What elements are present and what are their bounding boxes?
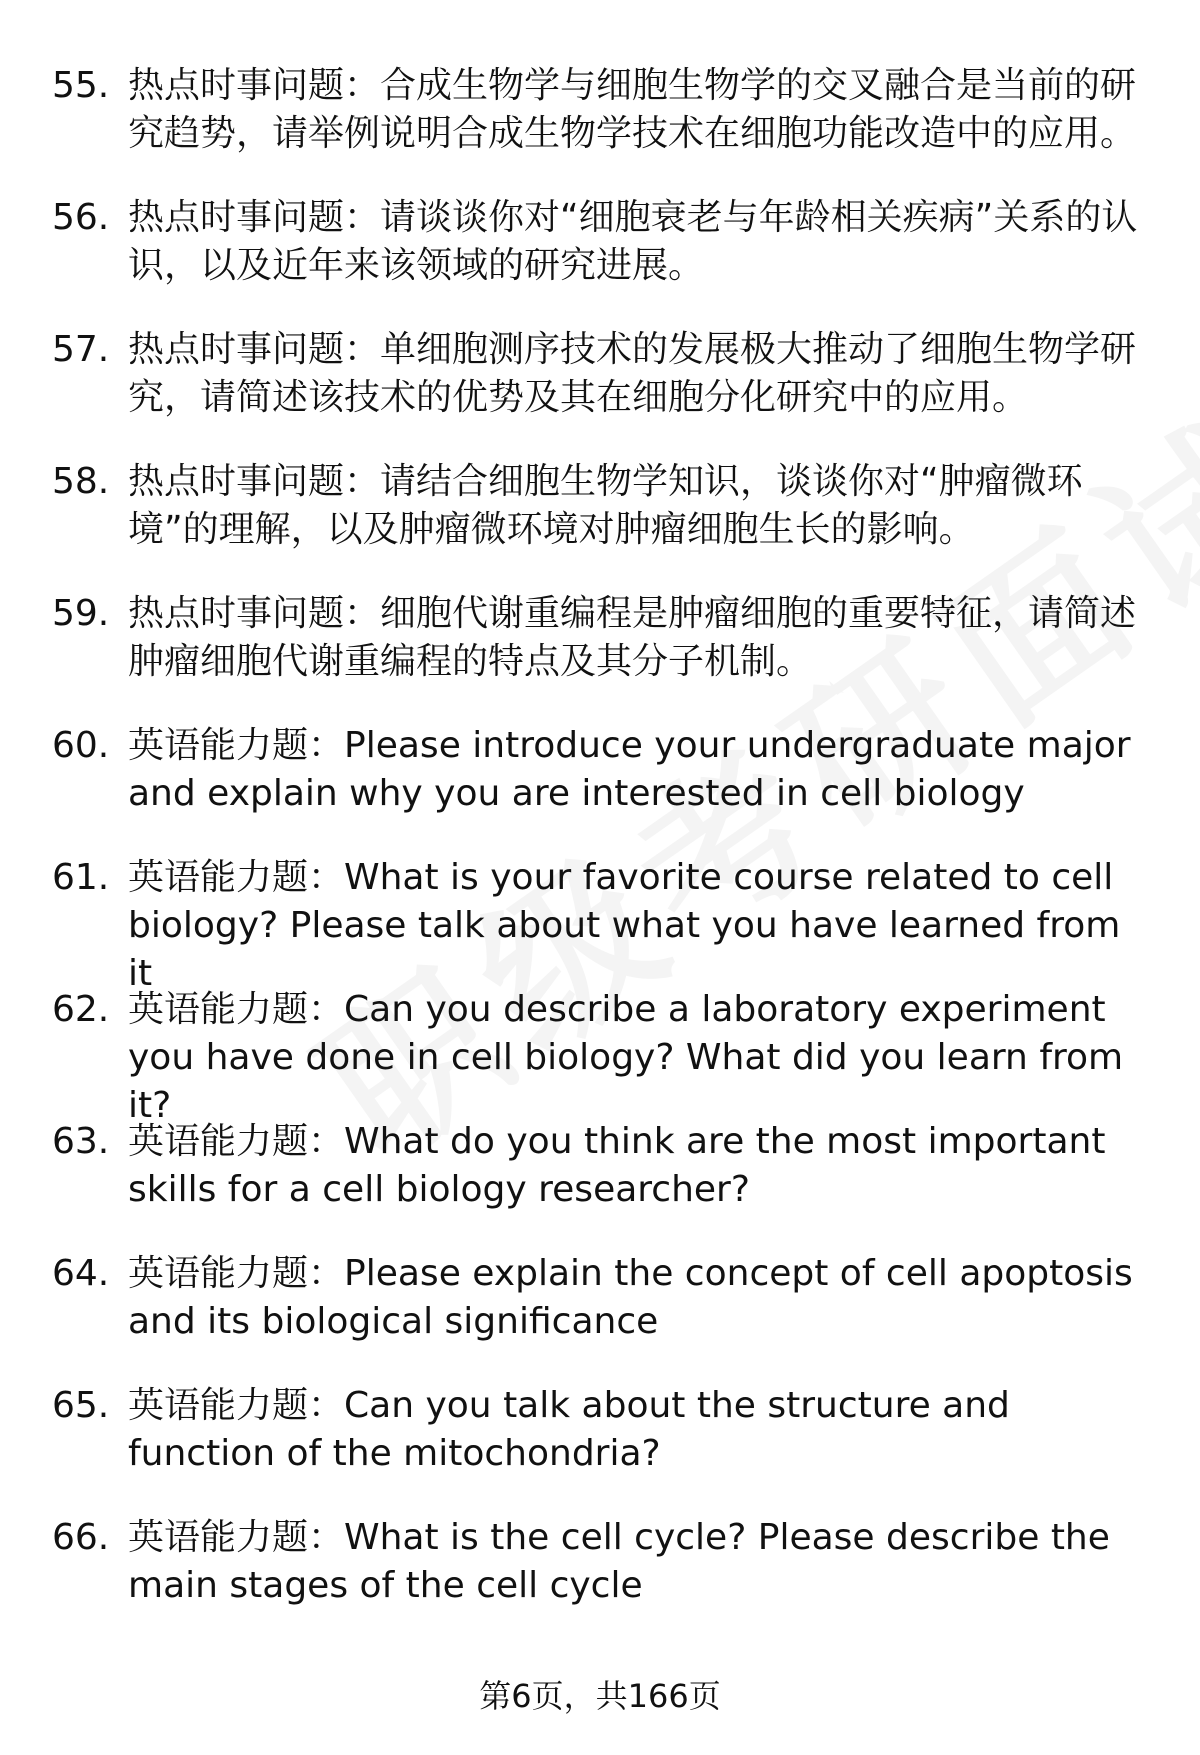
question-item <box>0 458 1200 590</box>
question-item <box>0 854 1200 994</box>
question-body <box>128 62 1148 158</box>
question-text: What is your favorite course related to cell biology? Please talk about what you have learned from it <box>128 857 1121 994</box>
question-number: 59. <box>52 593 110 634</box>
question-item <box>0 1118 1200 1250</box>
question-body <box>128 458 1148 554</box>
question-text: Can you describe a laboratory experiment you have done in cell biology? What did you learn from it? <box>128 989 1124 1126</box>
question-item <box>0 1382 1200 1514</box>
question-category: 英语能力题： <box>128 1385 345 1426</box>
question-category: 热点时事问题： <box>128 197 381 238</box>
question-item <box>0 986 1200 1126</box>
question-item <box>0 1514 1200 1646</box>
question-number: 65. <box>52 1385 110 1426</box>
question-list <box>0 62 1200 1646</box>
question-body <box>128 1250 1148 1346</box>
question-body <box>128 854 1148 998</box>
question-body <box>128 326 1148 422</box>
question-category: 热点时事问题： <box>128 65 381 106</box>
question-body <box>128 722 1148 818</box>
question-category: 英语能力题： <box>128 725 345 766</box>
page-number-footer: 第6页，共166页 <box>479 1677 721 1715</box>
question-number: 56. <box>52 197 110 238</box>
question-number: 62. <box>52 989 110 1030</box>
question-category: 英语能力题： <box>128 1517 345 1558</box>
question-category: 热点时事问题： <box>128 593 381 634</box>
question-text: Can you talk about the structure and function of the mitochondria? <box>128 1385 1010 1474</box>
question-number: 61. <box>52 857 110 898</box>
question-number: 63. <box>52 1121 110 1162</box>
question-item <box>0 590 1200 722</box>
question-item <box>0 326 1200 458</box>
question-category: 英语能力题： <box>128 1253 345 1294</box>
question-text: 细胞代谢重编程是肿瘤细胞的重要特征，请简述肿瘤细胞代谢重编程的特点及其分子机制。 <box>128 593 1137 682</box>
question-number: 60. <box>52 725 110 766</box>
question-body <box>128 1118 1148 1214</box>
question-text: What is the cell cycle? Please describe the main stages of the cell cycle <box>128 1517 1110 1606</box>
question-text: What do you think are the most important skills for a cell biology researcher? <box>128 1121 1106 1210</box>
question-body <box>128 986 1148 1130</box>
question-text: Please introduce your undergraduate major and explain why you are interested in cell biology <box>128 725 1131 814</box>
question-category: 英语能力题： <box>128 989 345 1030</box>
question-number: 57. <box>52 329 110 370</box>
question-text: 合成生物学与细胞生物学的交叉融合是当前的研究趋势，请举例说明合成生物学技术在细胞功能改造中的应用。 <box>128 65 1137 154</box>
question-text: 单细胞测序技术的发展极大推动了细胞生物学研究，请简述该技术的优势及其在细胞分化研究中的应用。 <box>128 329 1137 418</box>
question-text: 请谈谈你对“细胞衰老与年龄相关疾病”关系的认识，以及近年来该领域的研究进展。 <box>128 197 1138 286</box>
question-text: Please explain the concept of cell apoptosis and its biological significance <box>128 1253 1133 1342</box>
question-category: 热点时事问题： <box>128 329 381 370</box>
question-body <box>128 1514 1148 1610</box>
question-number: 66. <box>52 1517 110 1558</box>
question-item <box>0 194 1200 326</box>
question-category: 英语能力题： <box>128 857 345 898</box>
question-number: 55. <box>52 65 110 106</box>
question-category: 英语能力题： <box>128 1121 345 1162</box>
question-body <box>128 590 1148 686</box>
question-body <box>128 1382 1148 1478</box>
question-item <box>0 1250 1200 1382</box>
question-number: 64. <box>52 1253 110 1294</box>
question-item <box>0 62 1200 194</box>
question-item <box>0 722 1200 854</box>
question-category: 热点时事问题： <box>128 461 381 502</box>
question-number: 58. <box>52 461 110 502</box>
question-text: 请结合细胞生物学知识，谈谈你对“肿瘤微环境”的理解，以及肿瘤微环境对肿瘤细胞生长的影响。 <box>128 461 1083 550</box>
question-body <box>128 194 1148 290</box>
